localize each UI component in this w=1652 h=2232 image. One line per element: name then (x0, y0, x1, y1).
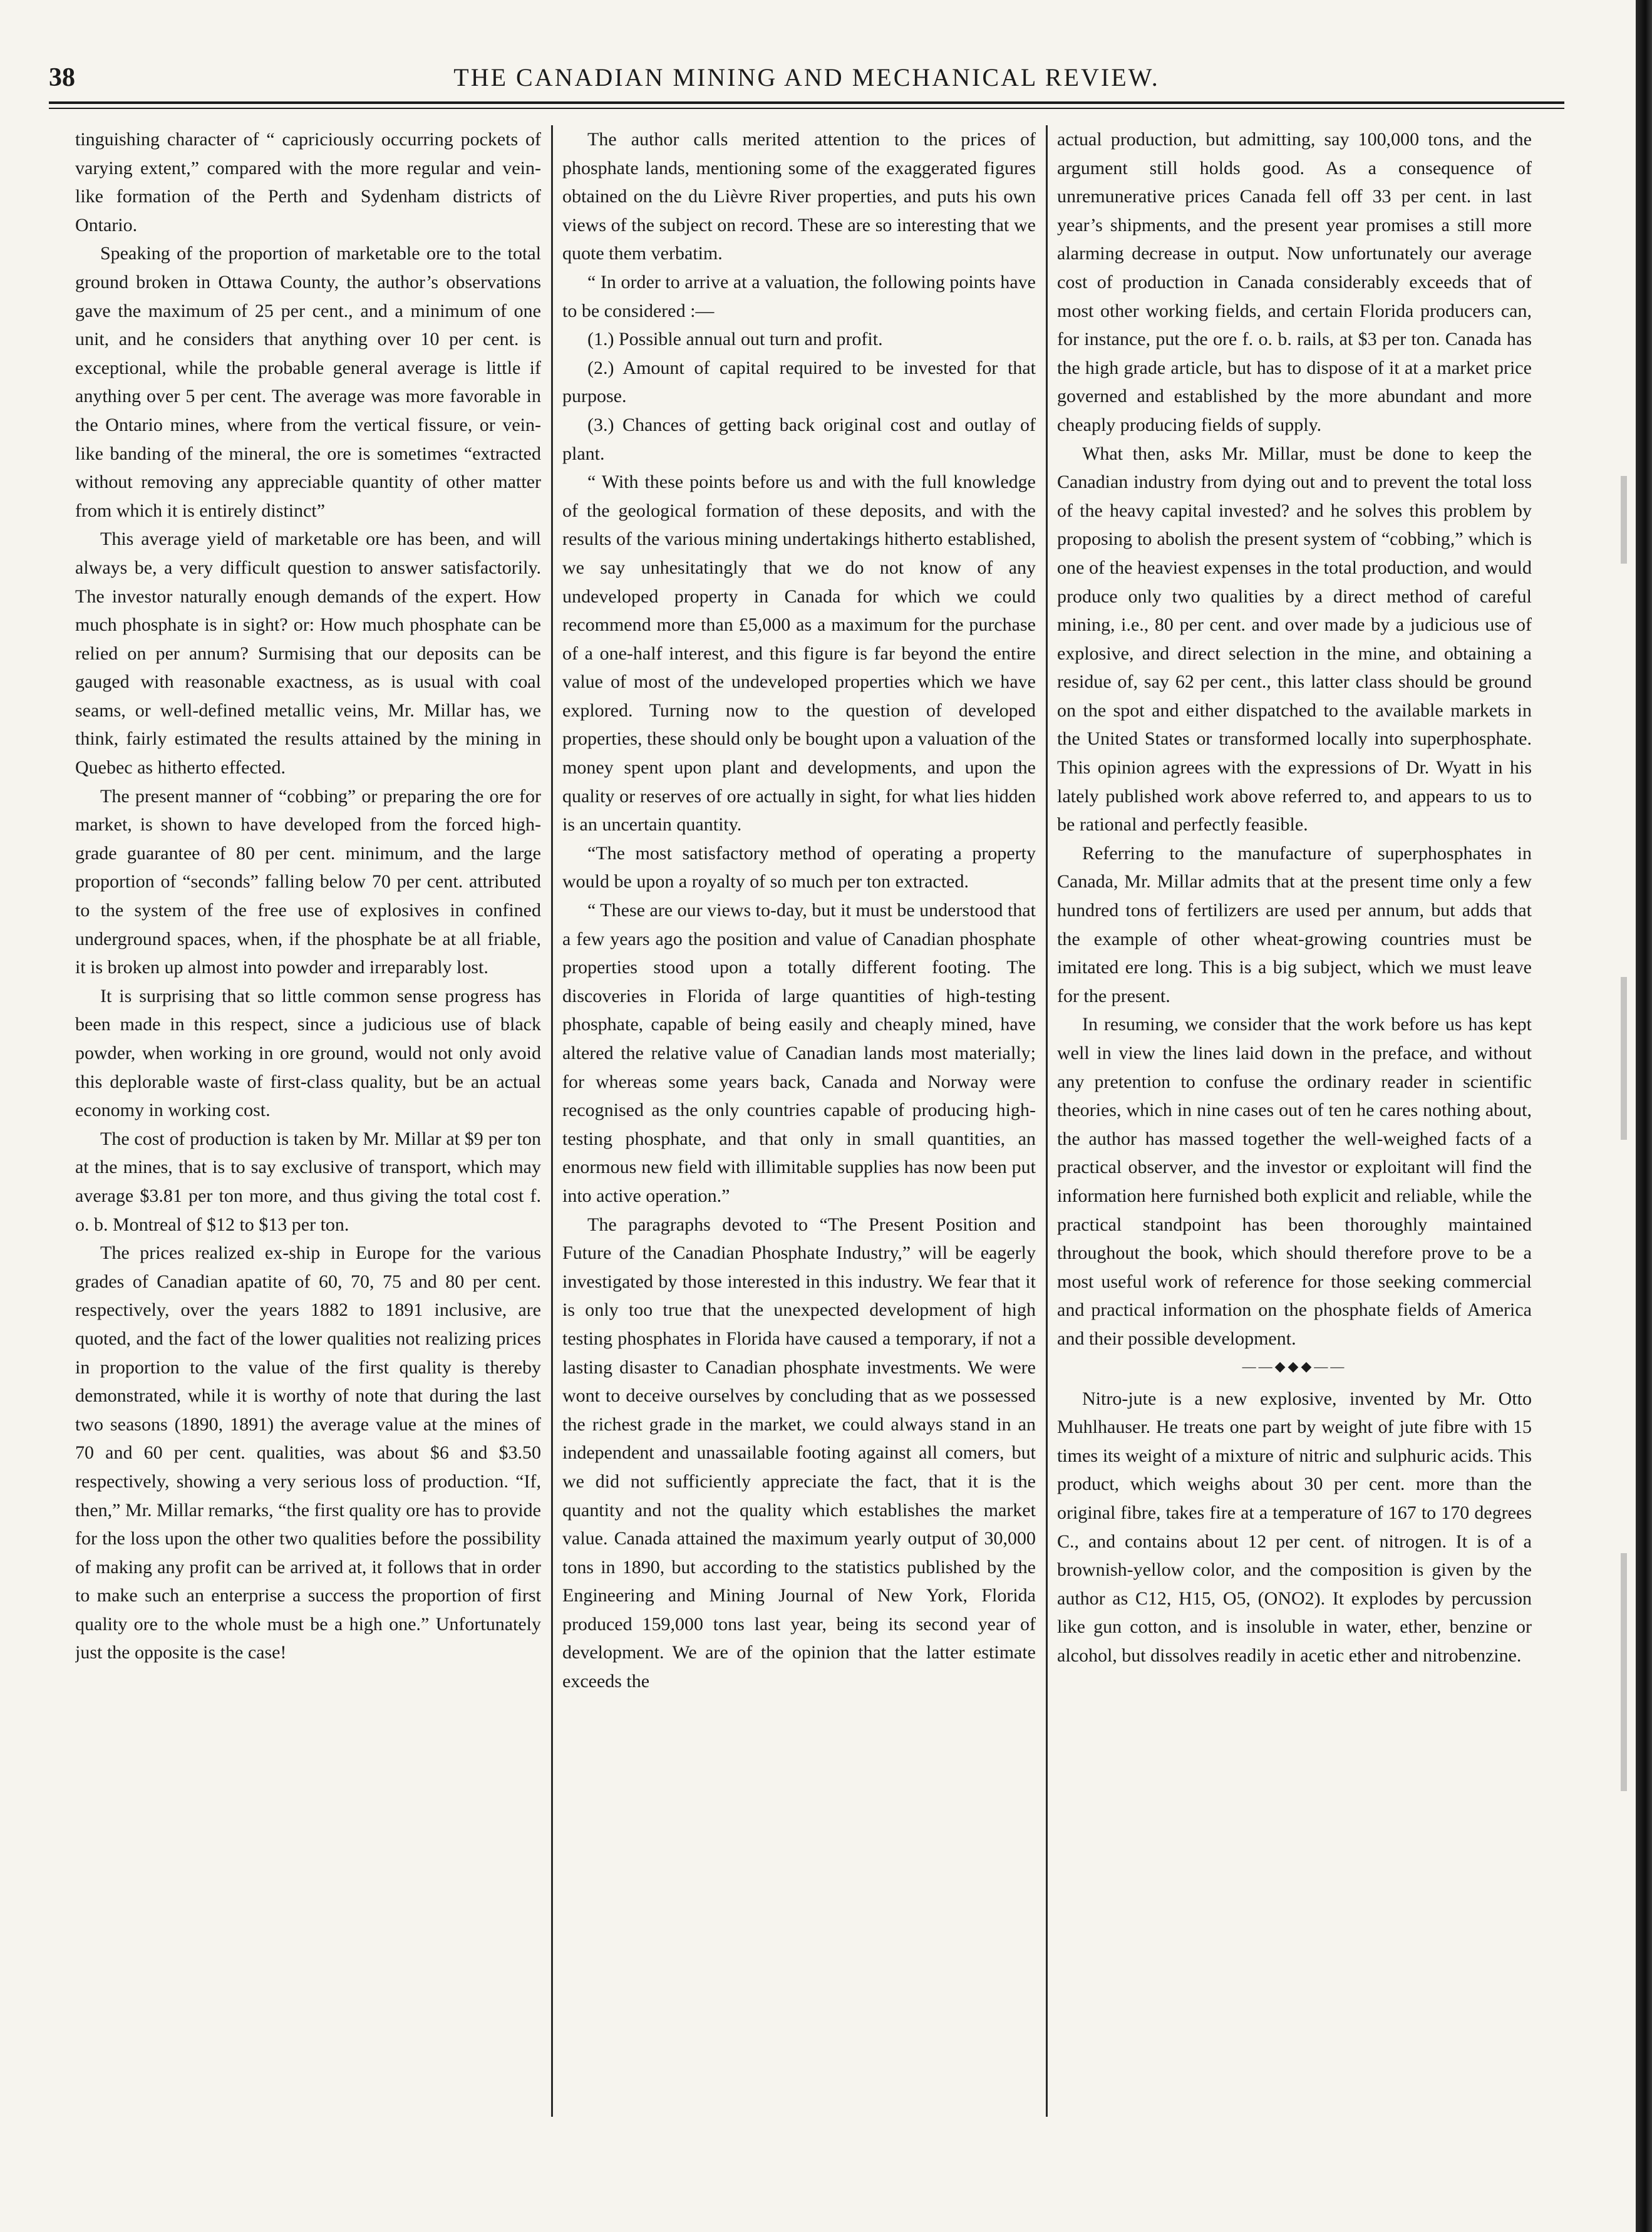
column-divider (1046, 125, 1048, 2117)
list-item: (1.) Possible annual out turn and profit. (587, 329, 883, 350)
paragraph: “ In order to arrive at a valuation, the following points have to be considered :— (562, 271, 1036, 321)
paragraph: “ With these points before us and with the full knowledge of the geological formation of these deposits, and with the results of the various mining undertakings hitherto established, we say unhesitatingly that we do not know of any undeveloped property in Canada for which we could recommend more than £5,000 as a maximum for the purchase of a one-half interest, and this figure is far beyond the entire value of most of the undeveloped properties which we have explored. Turning now to the question of developed properties, these should only be bought upon a valuation of the money spent upon plant and developments, and upon the quality or reserves of ore actually in sight, for what lies hidden is an uncertain quantity. (562, 472, 1036, 835)
section-separator: ——◆◆◆—— (1242, 1358, 1347, 1374)
paragraph: What then, asks Mr. Millar, must be done to keep the Canadian industry from dying out and to prevent the total loss of the heavy capital invested? and he solves this problem by proposing to abolish the present system of “cobbing,” which is one of the heaviest expenses in the total production, and would produce only two qualities by a direct method of careful mining, i.e., 80 per cent. and over made by a judicious use of explosive, and direct selection in the mine, and obtaining a residue of, say 62 per cent., this latter class should be ground on the spot and either dispatched to the available markets in the United States or transformed locally into superphosphate. This opinion agrees with the expressions of Dr. Wyatt in his lately published work above referred to, and appears to us to be rational and perfectly feasible. (1057, 443, 1532, 835)
paragraph: The paragraphs devoted to “The Present Position and Future of the Canadian Phosphate Industry,” will be eagerly investigated by those interested in this industry. We fear that it is only too true that the unexpected development of high testing phosphates in Florida have caused a temporary, if not a lasting disaster to Canadian phosphate investments. We were wont to deceive ourselves by concluding that as we possessed the richest grade in the market, we could always stand in an independent and unassailable footing against all comers, but we did not sufficiently appreciate the fact, that it is the quantity and not the quality which establishes the market value. Canada attained the maximum yearly output of 30,000 tons in 1890, but according to the statistics published by the Engineering and Mining Journal of New York, Florida produced 159,000 tons last year, being its second year of development. We are of the opinion that the latter estimate exceeds the (562, 1214, 1036, 1692)
paragraph: Speaking of the proportion of marketable ore to the total ground broken in Ottawa County, the author’s observations gave the maximum of 25 per cent., and a minimum of one unit, and he considers that anything over 10 per cent. is exceptional, while the probable general average is little if anything over 5 per cent. The average was more favorable in the Ontario mines, where from the vertical fissure, or vein-like banding of the mineral, the ore is sometimes “extracted without removing any appreciable quantity of other matter from which it is entirely distinct” (75, 243, 541, 521)
paragraph: “The most satisfactory method of operating a property would be upon a royalty of so much per ton extracted. (562, 842, 1036, 892)
column-1 (75, 125, 541, 2117)
list-item: (3.) Chances of getting back original cost and outlay of plant. (562, 414, 1036, 464)
page-number: 38 (49, 63, 75, 92)
page-binding-edge (1636, 0, 1652, 2232)
paragraph: The present manner of “cobbing” or preparing the ore for market, is shown to have developed from the forced high-grade guarantee of 80 per cent. minimum, and the large proportion of “seconds” falling below 70 per cent. attributed to the system of the free use of explosives in confined underground spaces, when, if the phosphate be at all friable, it is broken up almost into powder and irreparably lost. (75, 785, 541, 978)
column-3 (1057, 125, 1532, 2117)
paragraph: The cost of production is taken by Mr. Millar at $9 per ton at the mines, that is to say exclusive of transport, which may average $3.81 per ton more, and thus giving the total cost f. o. b. Montreal of $12 to $13 per ton. (75, 1128, 541, 1235)
list-item: (2.) Amount of capital required to be invested for that purpose. (562, 357, 1036, 407)
column-divider (551, 125, 553, 2117)
paragraph: It is surprising that so little common sense progress has been made in this respect, since a judicious use of black powder, when working in ore ground, would not only avoid this deplorable waste of first-class quality, but be an actual economy in working cost. (75, 985, 541, 1121)
paragraph: This average yield of marketable ore has been, and will always be, a very difficult question to answer satisfactorily. The investor naturally enough demands of the expert. How much phosphate is in sight? or: How much phosphate can be relied on per annum? Surmising that our deposits can be gauged with reasonable exactness, as is usual with coal seams, or well-defined metallic veins, Mr. Millar has, we think, fairly estimated the results attained by the mining in Quebec as hitherto effected. (75, 529, 541, 778)
scan-scuff (1621, 1553, 1627, 1791)
paragraph: actual production, but admitting, say 100,000 tons, and the argument still holds good. As a consequence of unremunerative prices Canada fell off 33 per cent. in last year’s shipments, and the present year promises a still more alarming decrease in output. Now unfortunately our average cost of production in Canada considerably exceeds that of most other working fields, and certain Florida producers can, for instance, put the ore f. o. b. rails, at $3 per ton. Canada has the high grade article, but has to dispose of it at a market price governed and established by the more abundant and more cheaply producing fields of supply. (1057, 129, 1532, 435)
paragraph: The prices realized ex-ship in Europe for the various grades of Canadian apatite of 60, 70, 75 and 80 per cent. respectively, over the years 1882 to 1891 inclusive, are quoted, and the fact of the lower qualities not realizing prices in proportion to the value of the first quality is thereby demonstrated, while it is worthy of note that during the last two seasons (1890, 1891) the average value at the mines of 70 and 60 per cent. qualities, was about $6 and $3.50 respectively, showing a very serious loss of production. “If, then,” Mr. Millar remarks, “the first quality ore has to provide for the loss upon the other two qualities before the possibility of making any profit can be arrived at, it follows that in order to make such an enterprise a success the proportion of first quality ore to the whole must be a high one.” Unfortunately just the opposite is the case! (75, 1243, 541, 1663)
paragraph: “ These are our views to-day, but it must be understood that a few years ago the position and value of Canadian phosphate properties stood upon a totally different footing. The discoveries in Florida of large quantities of high-testing phosphate, capable of being easily and cheaply mined, have altered the relative value of Canadian lands most materially; for whereas some years back, Canada and Norway were recognised as the only countries capable of producing high-testing phosphate, and that only in small quantities, an enormous new field with illimitable supplies has now been put into active operation.” (562, 900, 1036, 1206)
running-header (49, 63, 1564, 95)
column-2 (562, 125, 1036, 2117)
header-rule-thin (49, 108, 1564, 109)
paragraph: Nitro-jute is a new explosive, invented by Mr. Otto Muhlhauser. He treats one part by weight of jute fibre with 15 times its weight of a mixture of nitric and sulphuric acids. This product, which weighs about 30 per cent. more than the original fibre, takes fire at a temperature of 167 to 170 degrees C., and contains about 12 per cent. of nitrogen. It is of a brownish-yellow color, and the composition is given by the author as C12, H15, O5, (ONO2). It explodes by percussion like gun cotton, and is insoluble in water, ether, benzine or alcohol, but dissolves readily in acetic ether and nitrobenzine. (1057, 1388, 1532, 1666)
paragraph: tinguishing character of “ capriciously occurring pockets of varying extent,” compared with the more regular and vein-like formation of the Perth and Sydenham districts of Ontario. (75, 129, 541, 235)
paragraph: The author calls merited attention to the prices of phosphate lands, mentioning some of the exaggerated figures obtained on the du Lièvre River properties, and puts his own views of the subject on record. These are so interesting that we quote them verbatim. (562, 129, 1036, 264)
scan-scuff (1621, 977, 1627, 1140)
running-title: THE CANADIAN MINING AND MECHANICAL REVIEW. (453, 63, 1160, 91)
scan-scuff (1621, 476, 1627, 564)
paragraph: Referring to the manufacture of superphosphates in Canada, Mr. Millar admits that at the present time only a few hundred tons of fertilizers are used per annum, but adds that the example of other wheat-growing countries must be imitated ere long. This is a big subject, which we must leave for the present. (1057, 842, 1532, 1006)
header-rule-thick (49, 101, 1564, 104)
paragraph: In resuming, we consider that the work before us has kept well in view the lines laid down in the preface, and without any pretention to confuse the ordinary reader in scientific theories, which in nine cases out of ten he cares nothing about, the author has massed together the well-weighed facts of a practical observer, and the investor or exploitant will find the information here furnished both explicit and reliable, while the practical standpoint has been thoroughly maintained throughout the book, which should therefore prove to be a most useful work of reference for those seeking commercial and practical information on the phosphate fields of America and their possible development. (1057, 1014, 1532, 1349)
